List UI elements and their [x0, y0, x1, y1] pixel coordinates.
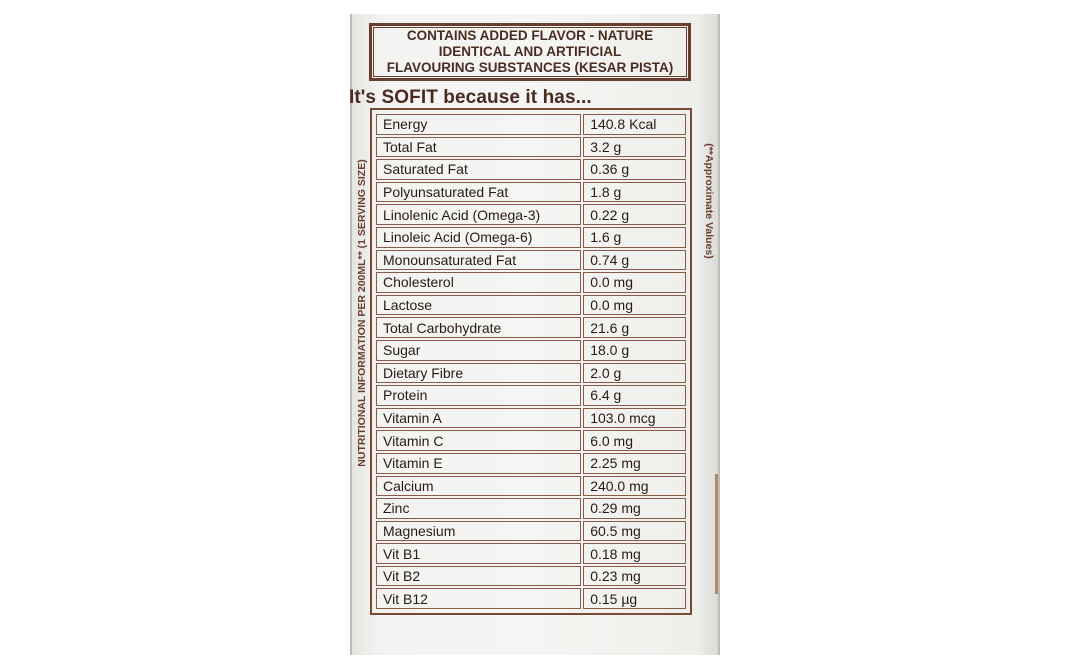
nutrient-value: 1.6 g: [583, 227, 686, 248]
nutrition-row: [376, 227, 686, 248]
nutrient-name: Cholesterol: [376, 272, 581, 293]
nutrient-value: 103.0 mcg: [583, 408, 686, 429]
nutrition-row: [376, 476, 686, 497]
nutrition-table-grid: [374, 112, 688, 611]
nutrient-name: Vitamin A: [376, 408, 581, 429]
nutrient-value: 1.8 g: [583, 182, 686, 203]
flavor-notice-line: IDENTICAL AND ARTIFICIAL: [438, 44, 622, 59]
nutrition-row: [376, 453, 686, 474]
nutrition-row: [376, 385, 686, 406]
flavor-notice-box: [369, 23, 691, 81]
nutrition-row: [376, 204, 686, 225]
nutrient-name: Saturated Fat: [376, 159, 581, 180]
nutrient-value: 6.0 mg: [583, 430, 686, 451]
nutrient-name: Vit B2: [376, 566, 581, 587]
panel-brown-strip: [715, 474, 718, 594]
nutrition-row: [376, 408, 686, 429]
side-label-left-text: NUTRITIONAL INFORMATION PER 200ML** (1 SERVING SIZE): [356, 159, 368, 467]
side-label-left: [355, 159, 369, 467]
nutrition-row: [376, 588, 686, 609]
panel-right-edge: [718, 14, 720, 655]
nutrient-name: Vitamin E: [376, 453, 581, 474]
nutrient-name: Sugar: [376, 340, 581, 361]
nutrient-name: Magnesium: [376, 521, 581, 542]
nutrient-name: Vit B1: [376, 543, 581, 564]
side-label-right: [702, 143, 716, 259]
nutrient-value: 21.6 g: [583, 317, 686, 338]
nutrition-row: [376, 498, 686, 519]
nutrient-value: 140.8 Kcal: [583, 114, 686, 135]
nutrition-row: [376, 430, 686, 451]
nutrient-value: 2.25 mg: [583, 453, 686, 474]
nutrient-value: 0.15 µg: [583, 588, 686, 609]
nutrient-name: Monounsaturated Fat: [376, 250, 581, 271]
nutrition-row: [376, 182, 686, 203]
nutrient-value: 60.5 mg: [583, 521, 686, 542]
nutrition-row: [376, 114, 686, 135]
nutrient-name: Calcium: [376, 476, 581, 497]
nutrition-row: [376, 363, 686, 384]
flavor-notice-line: CONTAINS ADDED FLAVOR - NATURE: [406, 28, 654, 43]
nutrition-row: [376, 159, 686, 180]
nutrition-table-body: [376, 114, 686, 609]
nutrition-row: [376, 340, 686, 361]
nutrient-value: 0.29 mg: [583, 498, 686, 519]
nutrient-name: Vitamin C: [376, 430, 581, 451]
nutrient-value: 0.0 mg: [583, 272, 686, 293]
nutrition-row: [376, 295, 686, 316]
nutrient-name: Linolenic Acid (Omega-3): [376, 204, 581, 225]
nutrient-name: Vit B12: [376, 588, 581, 609]
nutrient-value: 6.4 g: [583, 385, 686, 406]
nutrition-row: [376, 521, 686, 542]
nutrient-value: 0.74 g: [583, 250, 686, 271]
flavor-notice-inner: [373, 27, 687, 77]
panel-left-edge: [350, 14, 352, 655]
nutrient-value: 18.0 g: [583, 340, 686, 361]
nutrient-name: Total Fat: [376, 137, 581, 158]
nutrient-name: Total Carbohydrate: [376, 317, 581, 338]
nutrition-table: [370, 108, 692, 615]
nutrition-row: [376, 543, 686, 564]
nutrition-row: [376, 250, 686, 271]
flavor-notice-line: FLAVOURING SUBSTANCES (KESAR PISTA): [386, 60, 674, 75]
nutrient-name: Protein: [376, 385, 581, 406]
nutrient-value: 0.22 g: [583, 204, 686, 225]
nutrient-value: 0.0 mg: [583, 295, 686, 316]
nutrient-value: 0.36 g: [583, 159, 686, 180]
nutrition-row: [376, 137, 686, 158]
nutrient-name: Dietary Fibre: [376, 363, 581, 384]
nutrient-name: Lactose: [376, 295, 581, 316]
nutrient-value: 0.18 mg: [583, 543, 686, 564]
nutrient-name: Energy: [376, 114, 581, 135]
nutrient-name: Zinc: [376, 498, 581, 519]
nutrient-value: 2.0 g: [583, 363, 686, 384]
nutrient-value: 240.0 mg: [583, 476, 686, 497]
side-label-right-text: (**Approximate Values): [703, 143, 715, 259]
nutrient-value: 0.23 mg: [583, 566, 686, 587]
nutrient-value: 3.2 g: [583, 137, 686, 158]
package-panel: [350, 14, 720, 655]
nutrition-row: [376, 272, 686, 293]
nutrient-name: Linoleic Acid (Omega-6): [376, 227, 581, 248]
nutrition-row: [376, 317, 686, 338]
nutrient-name: Polyunsaturated Fat: [376, 182, 581, 203]
nutrition-row: [376, 566, 686, 587]
headline: It's SOFIT because it has...: [349, 87, 592, 108]
